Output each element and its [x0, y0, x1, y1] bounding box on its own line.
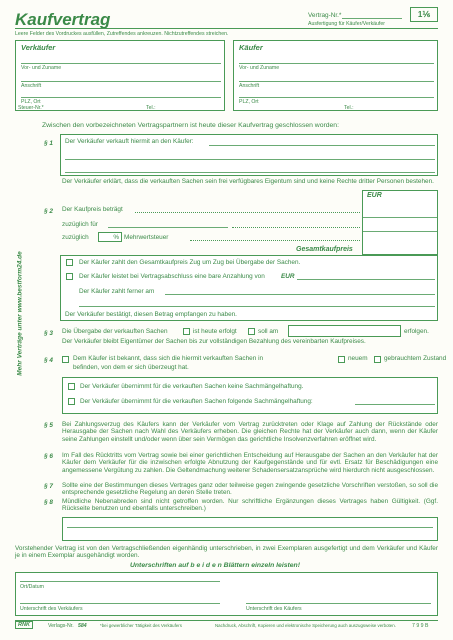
- place-date-label: Ort/Datum: [20, 584, 44, 590]
- s2-vat-prefix: zuzüglich: [62, 234, 89, 241]
- seller-address-field[interactable]: [21, 81, 221, 82]
- s4-number: § 4: [44, 357, 53, 364]
- s2-price-label: Der Kaufpreis beträgt: [62, 206, 123, 213]
- s7-number: § 7: [44, 483, 53, 490]
- s6-text: Im Fall des Rücktritts vom Vertrag sowie bei einer gerichtlichen Entscheidung auf Herausgabe der Sachen an den Verkäufer hat der Käufer dem Verkäufer für die inzwischen erfolgte Abnutzung der Kaufgegenstände und für evtl. Ersatz für Beschädigungen eine angemessene Vergütung zu zahlen. Die Geltendmachung weiterer Schadensersatzansprüche wird hierdurch nicht ausgeschlossen.: [62, 452, 438, 474]
- s5-number: § 5: [44, 422, 53, 429]
- s4-opt1-text: Der Verkäufer übernimmt für die verkauften Sachen keine Sachmängelhaftung.: [80, 383, 304, 390]
- buyer-signature-field[interactable]: [246, 603, 431, 604]
- s4-opt1-checkbox[interactable]: [68, 383, 75, 390]
- s3-text2: Der Verkäufer bleibt Eigentümer der Sachen bis zur vollständigen Bezahlung des vereinbarten Kaufpreises.: [62, 338, 366, 345]
- buyer-name-field[interactable]: [239, 63, 434, 64]
- sign-note: Unterschriften auf b e i d e n Blättern einzeln leisten!: [130, 562, 300, 569]
- s2-opt2-checkbox[interactable]: [66, 273, 73, 280]
- s2-total-label: Gesamtkaufpreis: [296, 246, 353, 253]
- place-date-field[interactable]: [20, 581, 220, 582]
- page-title: Kaufvertrag: [15, 10, 111, 29]
- seller-address-label: Anschrift: [21, 83, 42, 89]
- seller-heading: Verkäufer: [21, 43, 56, 52]
- s2-amount-box[interactable]: [362, 190, 438, 255]
- s4-used-label: gebrauchtem Zustand: [384, 355, 447, 362]
- form-no: 584: [78, 623, 87, 629]
- buyer-signature-label: Unterschrift des Käufers: [246, 606, 302, 612]
- s4-new-label: neuem: [348, 355, 368, 362]
- s3-shall-label: soll am: [258, 328, 279, 335]
- s4-new-checkbox[interactable]: [338, 356, 345, 363]
- form-no-prefix: Verlags-Nr.: [48, 623, 74, 629]
- seller-signature-label: Unterschrift des Verkäufers: [20, 606, 83, 612]
- buyer-box: [233, 40, 438, 111]
- buyer-city-field[interactable]: [239, 97, 434, 98]
- seller-signature-field[interactable]: [20, 603, 220, 604]
- s2-downpayment-field[interactable]: [297, 279, 435, 280]
- s8-line-1[interactable]: [67, 527, 433, 528]
- instructions-text: Leere Felder des Vordruckes ausfüllen, Zutreffendes ankreuzen. Nichtzutreffendes streichen.: [15, 31, 229, 37]
- s2-vat-dots: [190, 240, 360, 241]
- contract-no-label: Vertrag-Nr.*: [308, 12, 342, 19]
- buyer-heading: Käufer: [239, 43, 263, 52]
- s1-items-box[interactable]: [60, 134, 438, 176]
- copies-badge: 1⅙: [410, 7, 438, 22]
- intro-text: Zwischen den vorbezeichneten Vertragspartnern ist heute dieser Kaufvertrag geschlossen worden:: [42, 122, 339, 129]
- s4-text1: Dem Käufer ist bekannt, dass sich die hiermit verkauften Sachen in: [73, 355, 264, 362]
- seller-name-field[interactable]: [21, 63, 221, 64]
- s3-end: erfolgen.: [404, 328, 429, 335]
- header-divider: [15, 28, 438, 29]
- s1-text: Der Verkäufer verkauft hiermit an den Käufer:: [65, 138, 194, 145]
- s2-rest-line[interactable]: [79, 306, 435, 307]
- buyer-city-label: PLZ, Ort: [239, 99, 259, 105]
- s2-currency: EUR: [367, 192, 382, 199]
- s2-plus-dots: [232, 227, 360, 228]
- s8-number: § 8: [44, 499, 53, 506]
- s2-amount-line-2: [363, 231, 437, 232]
- seller-name-label: Vor- und Zuname: [21, 65, 62, 71]
- copies-label: Ausfertigung für Käufer/Verkäufer: [308, 21, 385, 27]
- seller-phone-label: Tel.:: [146, 105, 156, 111]
- s3-date-field[interactable]: [288, 325, 401, 337]
- footer-copyright: Nachdruck, Abschrift, Kopieren und elektronische Speicherung auch auszugsweise verboten.: [215, 623, 396, 628]
- seller-city-field[interactable]: [21, 97, 221, 98]
- footer-note: *bei gewerblicher Tätigkeit des Verkäufers: [100, 623, 182, 628]
- buyer-address-field[interactable]: [239, 81, 434, 82]
- s3-today-checkbox[interactable]: [183, 328, 190, 335]
- s5-text: Bei Zahlungsverzug des Käufers kann der Verkäufer vom Vertrag zurücktreten oder Klage auf Zahlung der Rückstände oder Herausgabe der Sachen nach Wahl des Verkäufers erheben. Die gleichen Rechte hat der Verkäufer auch dann, wenn der Käufer seine Zahlungen einstellt und/oder wenn über sein Vermögen das gerichtliche Insolvenzverfahren eröffnet wird.: [62, 421, 438, 443]
- closing-text: Vorstehender Vertrag ist von den Vertragschließenden eigenhändig unterschrieben, in zwei Exemplaren ausgefertigt und dem Verkäufer und Käufer je in einem Exemplar ausgehändigt worden.: [15, 545, 438, 560]
- s2-opt1-text: Der Käufer zahlt den Gesamtkaufpreis Zug um Zug bei Übergabe der Sachen.: [79, 259, 301, 266]
- s2-confirm: Der Verkäufer bestätigt, diesen Betrag empfangen zu haben.: [65, 311, 237, 318]
- s6-number: § 6: [44, 453, 53, 460]
- s7-text: Sollte eine der Bestimmungen dieses Vertrages ganz oder teilweise gegen zwingende gesetzliche Vorschriften verstoßen, so soll die entsprechende gesetzliche Regelung an deren Stelle treten.: [62, 482, 438, 497]
- s2-price-dots: [135, 212, 360, 213]
- s1-line-3[interactable]: [65, 172, 435, 173]
- seller-box: [15, 40, 225, 111]
- signature-box: [15, 572, 438, 616]
- s8-additions-box[interactable]: [62, 517, 438, 541]
- footer-code: 7 9 9 B: [412, 623, 429, 629]
- s2-plus-label: zuzüglich für: [62, 221, 98, 228]
- s2-opt1-checkbox[interactable]: [66, 259, 73, 266]
- s2-rest-date-field[interactable]: [165, 294, 435, 295]
- s4-warranty-field[interactable]: [355, 404, 435, 405]
- seller-taxno-label: Steuer-Nr.*: [18, 105, 44, 111]
- side-website-text: Mehr Verträge unter www.bestform24.de: [16, 251, 24, 376]
- s2-payment-box: [60, 255, 438, 321]
- s2-vat-label: Mehrwertsteuer: [124, 234, 169, 241]
- s2-vat-rate-field[interactable]: [98, 232, 122, 242]
- s8-text: Mündliche Nebenabreden sind nicht getroffen worden. Nur schriftliche Ergänzungen dieses Vertrages haben Gültigkeit. (Ggf. Rückseite benutzen und ebenfalls unterschreiben.): [62, 498, 438, 513]
- s2-number: § 2: [44, 208, 53, 215]
- contract-no-field[interactable]: [342, 18, 402, 19]
- seller-city-label: PLZ, Ort: [21, 99, 41, 105]
- s1-line-1[interactable]: [209, 145, 435, 146]
- s2-vat-unit: %: [113, 234, 119, 241]
- s4-known-checkbox[interactable]: [62, 356, 69, 363]
- buyer-name-label: Vor- und Zuname: [239, 65, 280, 71]
- s2-opt2-rest: Der Käufer zahlt ferner am: [79, 288, 155, 295]
- s4-text2: befinden, von dem er sich überzeugt hat.: [73, 364, 189, 371]
- buyer-address-label: Anschrift: [239, 83, 260, 89]
- s4-warranty-box: [62, 377, 438, 414]
- s4-opt2-checkbox[interactable]: [68, 398, 75, 405]
- s2-opt2-currency: EUR: [281, 273, 295, 280]
- s1-line-2[interactable]: [65, 159, 435, 160]
- s2-opt2-text: Der Käufer leistet bei Vertragsabschluss eine bare Anzahlung von: [79, 273, 265, 280]
- s2-plus-field[interactable]: [108, 227, 228, 228]
- s4-opt2-text: Der Verkäufer übernimmt für die verkauften Sachen folgende Sachmängelhaftung:: [80, 398, 313, 405]
- s1-declaration: Der Verkäufer erklärt, dass die verkauften Sachen sein frei verfügbares Eigentum sind und keine Rechte dritter Personen bestehen.: [62, 178, 434, 185]
- s1-number: § 1: [44, 140, 53, 147]
- buyer-phone-label: Tel.:: [344, 105, 354, 111]
- footer-divider: [15, 620, 438, 621]
- s2-amount-line-1: [363, 217, 437, 218]
- s3-shall-checkbox[interactable]: [248, 328, 255, 335]
- s4-used-checkbox[interactable]: [374, 356, 381, 363]
- publisher-logo: RNK: [15, 621, 33, 629]
- s3-number: § 3: [44, 330, 53, 337]
- s3-today-label: ist heute erfolgt: [193, 328, 237, 335]
- s3-text1: Die Übergabe der verkauften Sachen: [62, 328, 168, 335]
